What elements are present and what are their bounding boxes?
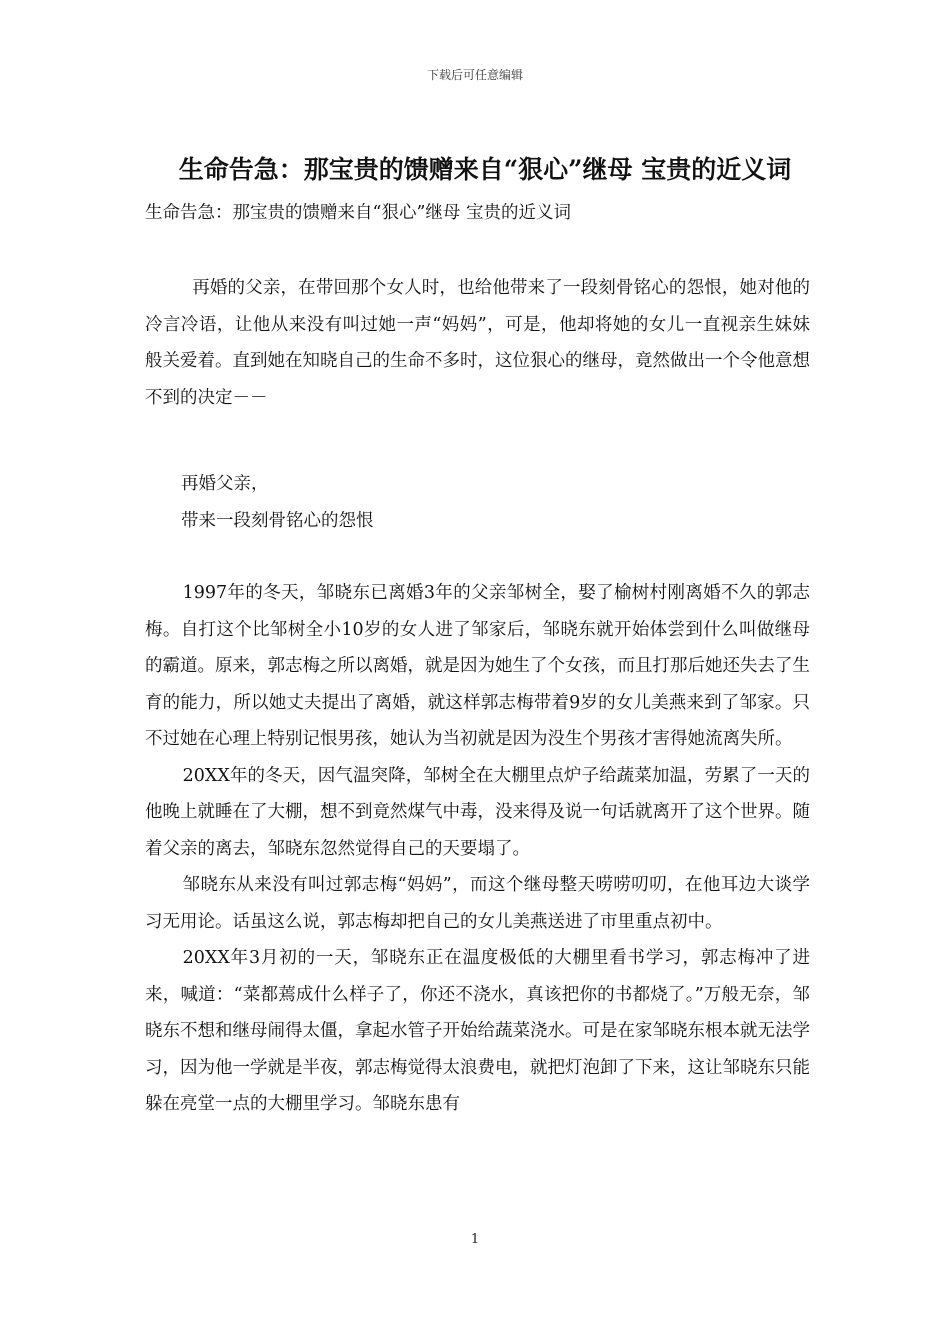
page-header-note: 下载后可任意编辑 — [426, 68, 523, 82]
body-paragraph: 20XX年3月初的一天，邹晓东正在温度极低的大棚里看书学习，郭志梅冲了进来，喊道：“菜都蔫成什么样子了，你还不浇水，真该把你的书都烧了。”万般无奈，邹晓东不想和继母闹得太僵，拿起水管子开始给蔬菜浇水。可是在家邹晓东根本就无法学习，因为他一学就是半夜，郭志梅觉得太浪费电，就把灯泡卸了下来，这让邹晓东只能躲在亮堂一点的大棚里学习。邹晓东患有 — [145, 948, 810, 1114]
spacer — [145, 416, 810, 466]
body-paragraph: 20XX年的冬天，因气温突降，邹树全在大棚里点炉子给蔬菜加温，劳累了一天的他晚上就睡在了大棚，想不到竟然煤气中毒，没来得及说一句话就离开了这个世界。随着父亲的离去，邹晓东忽然觉得自己的天要塌了。 — [145, 765, 810, 859]
document-body — [145, 270, 810, 1123]
section-heading-line1: 再婚父亲， — [181, 474, 269, 494]
body-paragraph: 1997年的冬天，邹晓东已离婚3年的父亲邹树全，娶了榆树村刚离婚不久的郭志梅。自打这个比邹树全小10岁的女人进了邹家后，邹晓东就开始体尝到什么叫做继母的霸道。原来，郭志梅之所以离婚，就是因为她生了个女孩，而且打那后她还失去了生育的能力，所以她丈夫提出了离婚，就这样郭志梅带着9岁的女儿美燕来到了邹家。只不过她在心理上特别记恨男孩，她认为当初就是因为没生个男孩才害得她流离失所。 — [145, 583, 810, 749]
document-subtitle: 生命告急：那宝贵的馈赠来自“狠心”继母 宝贵的近义词 — [145, 203, 571, 223]
lead-paragraph: 再婚的父亲，在带回那个女人时，也给他带来了一段刻骨铭心的怨恨，她对他的冷言冷语，让他从来没有叫过她一声“妈妈”，可是，他却将她的女儿一直视亲生妹妹般关爱着。直到她在知晓自己的生命不多时，这位狠心的继母，竟然做出一个令他意想不到的决定－－ — [145, 278, 810, 408]
section-heading-line2: 带来一段刻骨铭心的怨恨 — [181, 510, 374, 531]
document-title: 生命告急：那宝贵的馈赠来自“狠心”继母 宝贵的近义词 — [178, 155, 792, 184]
body-paragraph: 邹晓东从来没有叫过郭志梅“妈妈”，而这个继母整天唠唠叨叨，在他耳边大谈学习无用论。话虽这么说，郭志梅却把自己的女儿美燕送进了市里重点初中。 — [145, 875, 810, 932]
spacer — [145, 539, 810, 575]
page-number: 1 — [470, 1232, 480, 1247]
